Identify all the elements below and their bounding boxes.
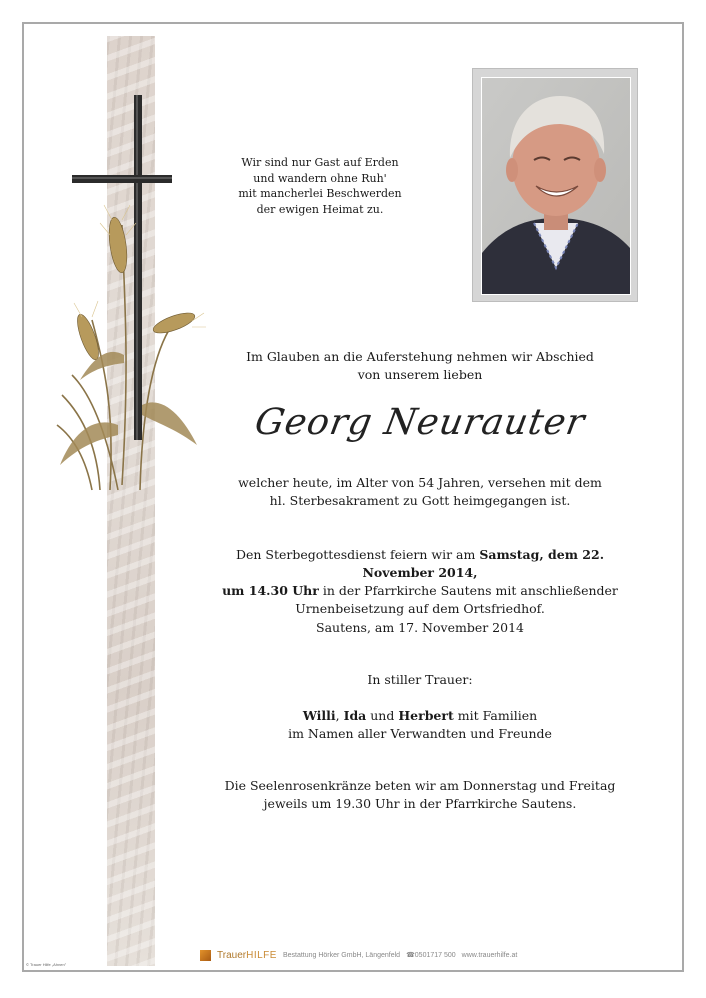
- service-time: um 14.30 Uhr: [222, 583, 319, 598]
- service-text: in der Pfarrkirche Sautens mit anschließender: [318, 583, 618, 598]
- family-sep: ,: [335, 708, 344, 723]
- footer-website[interactable]: www.trauerhilfe.at: [461, 951, 518, 959]
- footer: [200, 948, 540, 962]
- deceased-name: Georg Neurauter: [251, 402, 589, 443]
- death-info: [200, 474, 640, 510]
- copyright: © Trauer Hilfe „Ahnen": [26, 962, 67, 967]
- cross-with-wheat-icon: [52, 95, 212, 495]
- service-text: Den Sterbegottesdienst feiern wir am: [235, 547, 480, 562]
- logo-hilfe: HILFE: [246, 949, 277, 961]
- rosary-info: [200, 777, 640, 813]
- family-line-2: im Namen aller Verwandten und Freunde: [288, 726, 552, 741]
- family-block: [200, 707, 640, 743]
- service-line-2: [200, 582, 640, 600]
- portrait-icon: [482, 78, 630, 294]
- trauerhilfe-logo-icon: [200, 950, 211, 961]
- portrait-frame: [472, 68, 638, 302]
- rosary-line: Die Seelenrosenkränze beten wir am Donnerstag und Freitag: [224, 778, 616, 793]
- place-date: Sautens, am 17. November 2014: [316, 620, 524, 635]
- family-rest: mit Familien: [453, 708, 538, 723]
- family-line-1: [200, 707, 640, 725]
- family-name: Willi: [302, 708, 336, 723]
- footer-company: Bestattung Hörker GmbH, Längenfeld: [282, 951, 401, 959]
- death-info-line: hl. Sterbesakrament zu Gott heimgegangen ist.: [269, 493, 571, 508]
- trauerhilfe-logo: [217, 950, 277, 961]
- poem-line: mit mancherlei Beschwerden: [238, 187, 402, 200]
- intro-text: [200, 348, 640, 384]
- service-line-3: Urnenbeisetzung auf dem Ortsfriedhof.: [295, 601, 545, 616]
- mourning-label: In stiller Trauer:: [367, 672, 473, 687]
- death-info-line: welcher heute, im Alter von 54 Jahren, versehen mit dem: [238, 475, 602, 490]
- rosary-line: jeweils um 19.30 Uhr in der Pfarrkirche Sautens.: [263, 796, 577, 811]
- intro-line: Im Glauben an die Auferstehung nehmen wir Abschied: [246, 349, 594, 364]
- service-info: [200, 546, 640, 618]
- portrait-photo: [481, 77, 631, 295]
- poem-line: Wir sind nur Gast auf Erden: [241, 156, 399, 169]
- poem-line: und wandern ohne Ruh': [253, 171, 387, 185]
- footer-phone: ☎0501717 500: [406, 952, 456, 959]
- logo-trauer: Trauer: [217, 949, 247, 961]
- family-sep: und: [366, 708, 399, 723]
- service-date: Samstag, dem 22. November 2014,: [362, 547, 605, 580]
- intro-line: von unserem lieben: [357, 367, 483, 382]
- family-name: Ida: [343, 708, 367, 723]
- service-line-1: [200, 546, 640, 582]
- poem: [220, 155, 420, 217]
- family-name: Herbert: [398, 708, 454, 723]
- poem-line: der ewigen Heimat zu.: [256, 202, 384, 216]
